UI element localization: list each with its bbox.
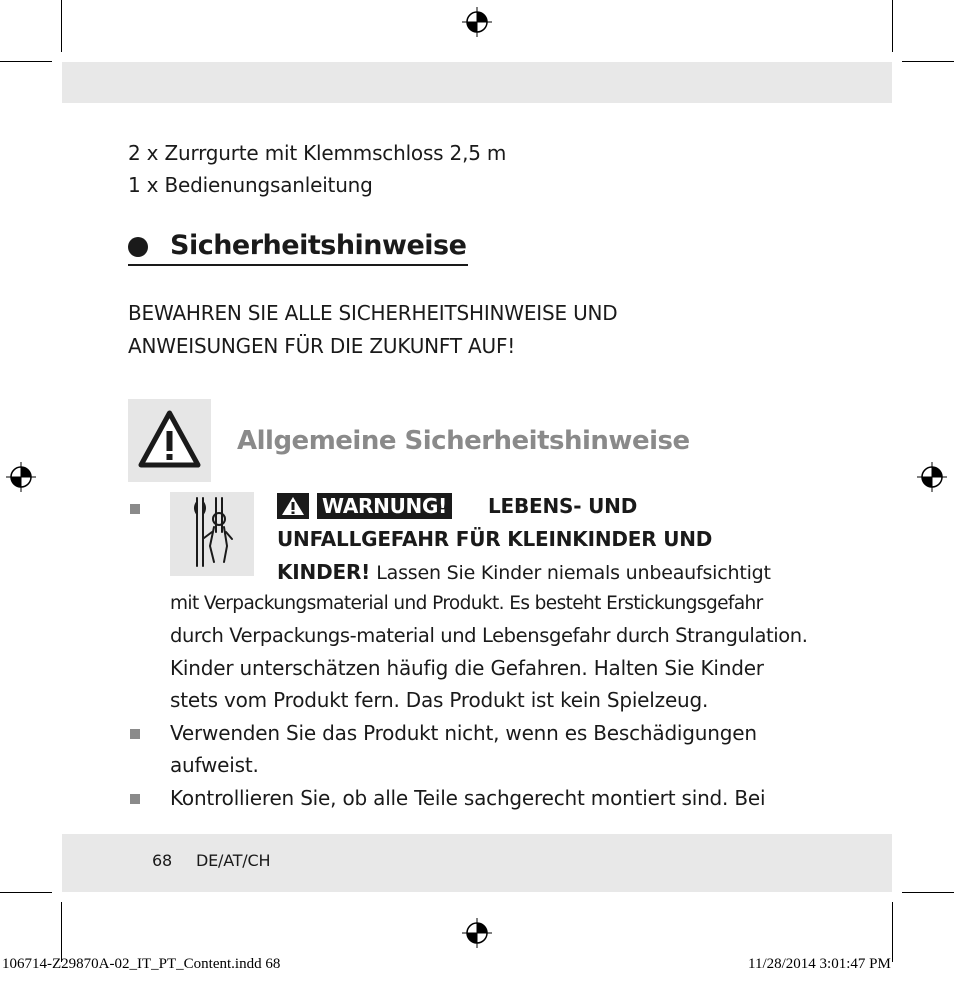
warning-badge: [277, 493, 452, 519]
bullet-text-line: [277, 556, 771, 589]
warning-triangle-icon: [277, 493, 309, 519]
crop-mark: [892, 902, 893, 962]
keep-notice-line: BEWAHREN SIE ALLE SICHERHEITSHINWEISE UND: [128, 301, 618, 325]
slug-filename: 106714-Z29870A-02_IT_PT_Content.indd 68: [2, 956, 281, 972]
crop-mark: [902, 892, 954, 893]
registration-mark-icon: [462, 918, 492, 948]
contents-line: 1 x Bedienungsanleitung: [128, 173, 373, 197]
section-title-underline: [128, 264, 468, 266]
bullet-square-icon: [130, 794, 140, 804]
bullet-text-line: Kontrollieren Sie, ob alle Teile sachgerecht montiert sind. Bei: [170, 786, 766, 810]
crop-mark: [61, 902, 62, 962]
crop-mark: [61, 0, 62, 52]
crop-mark: [0, 61, 52, 62]
bullet-text-line: Kinder unterschätzen häufig die Gefahren. Halten Sie Kinder: [170, 656, 764, 680]
footer-region: DE/AT/CH: [196, 851, 271, 870]
bullet-text-line: mit Verpackungsmaterial und Produkt. Es besteht Erstickungsgefahr: [170, 593, 763, 614]
warning-heading-line: LEBENS- UND: [488, 494, 638, 518]
crop-mark: [902, 61, 954, 62]
crop-mark: [0, 892, 52, 893]
section-title: Sicherheitshinweise: [170, 230, 467, 261]
crop-mark: [892, 0, 893, 52]
bullet-text-line: durch Verpackungs-material und Lebensgefahr durch Strangulation.: [170, 624, 808, 647]
bullet-text-line: aufweist.: [170, 753, 259, 777]
keep-notice-line: ANWEISUNGEN FÜR DIE ZUKUNFT AUF!: [128, 334, 516, 358]
bullet-square-icon: [130, 729, 140, 739]
bullet-text-line: stets vom Produkt fern. Das Produkt ist kein Spielzeug.: [170, 688, 709, 712]
page-number: 68: [152, 851, 172, 870]
child-curtain-cord-icon: [170, 492, 254, 576]
warning-heading-line: UNFALLGEFAHR FÜR KLEINKINDER UND: [277, 527, 713, 551]
bullet-square-icon: [130, 504, 140, 514]
bullet-text: Lassen Sie Kinder niemals unbeaufsichtigt: [376, 562, 771, 584]
registration-mark-icon: [462, 7, 492, 37]
slug-timestamp: 11/28/2014 3:01:47 PM: [748, 956, 891, 972]
footer-band: [62, 834, 892, 892]
warning-heading-line: KINDER!: [277, 560, 371, 584]
bullet-text-line: Verwenden Sie das Produkt nicht, wenn es Beschädigungen: [170, 721, 757, 745]
warning-icon-box: [128, 399, 211, 482]
section-bullet-icon: [128, 237, 148, 257]
warning-triangle-icon: [128, 399, 211, 482]
header-band: [62, 62, 892, 103]
contents-line: 2 x Zurrgurte mit Klemmschloss 2,5 m: [128, 141, 507, 165]
registration-mark-icon: [917, 462, 947, 492]
general-safety-title: Allgemeine Sicherheitshinweise: [237, 426, 690, 456]
child-icon-box: [170, 492, 254, 576]
warning-badge-label: WARNUNG!: [317, 493, 452, 519]
registration-mark-icon: [6, 462, 36, 492]
